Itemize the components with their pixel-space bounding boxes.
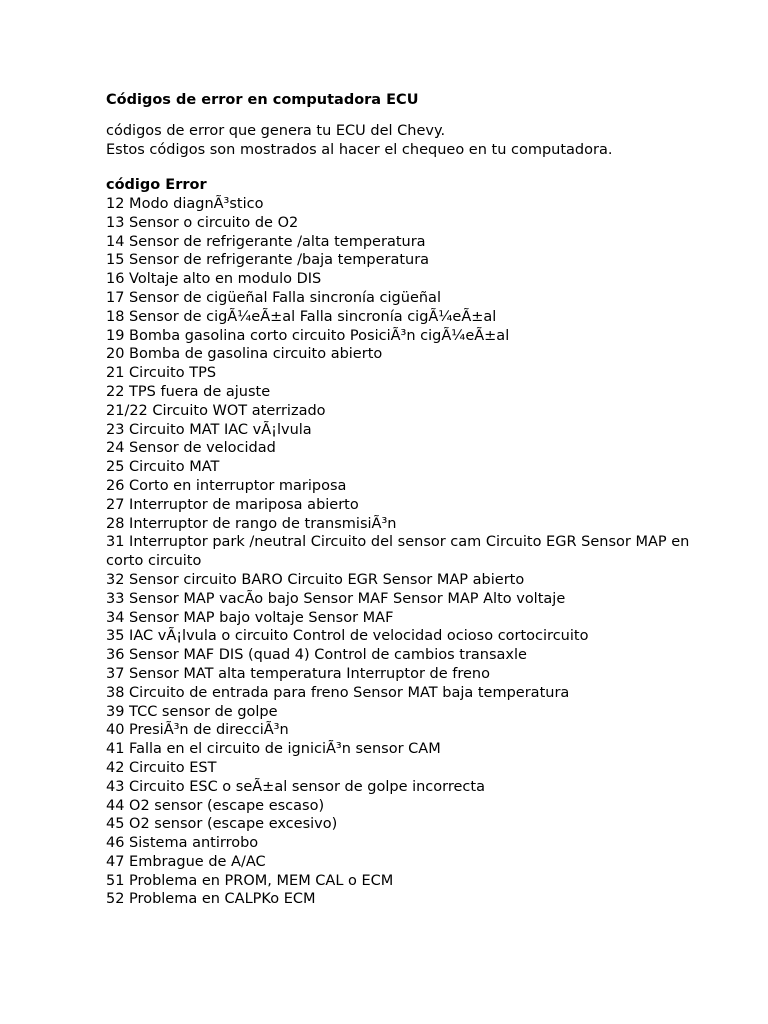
- error-code-item: 43 Circuito ESC o seÃ±al sensor de golpe incorrecta: [106, 778, 485, 795]
- error-code-item: 21 Circuito TPS: [106, 365, 217, 382]
- error-code-item: 20 Bomba de gasolina circuito abierto: [106, 346, 383, 363]
- intro-line: Estos códigos son mostrados al hacer el chequeo en tu computadora.: [106, 142, 613, 158]
- error-code-item: 46 Sistema antirrobo: [106, 835, 259, 852]
- error-code-item: 28 Interruptor de rango de transmisiÃ³n: [106, 515, 397, 532]
- error-code-item: 14 Sensor de refrigerante /alta temperatura: [106, 233, 426, 250]
- document-page: [106, 91, 706, 909]
- error-code-item: 27 Interruptor de mariposa abierto: [106, 496, 359, 513]
- error-code-item: 15 Sensor de refrigerante /baja temperatura: [106, 252, 430, 269]
- error-code-item: 24 Sensor de velocidad: [106, 440, 276, 457]
- error-code-item: 17 Sensor de cigüeñal Falla sincronía cigüeñal: [106, 289, 441, 306]
- error-code-item: 26 Corto en interruptor mariposa: [106, 477, 347, 494]
- error-code-item: 33 Sensor MAP vacÃo bajo Sensor MAF Sensor MAP Alto voltaje: [106, 590, 566, 607]
- error-codes-list: [106, 195, 706, 909]
- error-code-item: 42 Circuito EST: [106, 759, 217, 776]
- error-code-item: 39 TCC sensor de golpe: [106, 703, 278, 720]
- error-code-item: 12 Modo diagnÃ³stico: [106, 196, 264, 212]
- error-code-item: 35 IAC vÃ¡lvula o circuito Control de velocidad ocioso cortocircuito: [106, 628, 589, 645]
- error-code-item: 18 Sensor de cigÃ¼eÃ±al Falla sincronía cigÃ¼eÃ±al: [106, 308, 497, 325]
- error-code-item: 25 Circuito MAT: [106, 459, 220, 476]
- error-code-item: 47 Embrague de A/AC: [106, 853, 266, 870]
- error-code-item: 44 O2 sensor (escape escaso): [106, 797, 325, 814]
- error-code-item: 31 Interruptor park /neutral Circuito del sensor cam Circuito EGR Sensor MAP en corto circuito: [106, 534, 690, 570]
- error-code-item: 40 PresiÃ³n de direcciÃ³n: [106, 722, 289, 739]
- error-code-item: 38 Circuito de entrada para freno Sensor MAT baja temperatura: [106, 684, 570, 701]
- error-code-item: 16 Voltaje alto en modulo DIS: [106, 271, 322, 288]
- error-code-item: 22 TPS fuera de ajuste: [106, 383, 271, 400]
- error-code-item: 45 O2 sensor (escape excesivo): [106, 816, 338, 833]
- error-code-item: 52 Problema en CALPKo ECM: [106, 891, 316, 908]
- error-code-item: 13 Sensor o circuito de O2: [106, 214, 299, 231]
- error-code-item: 23 Circuito MAT IAC vÃ¡lvula: [106, 421, 312, 438]
- error-code-item: 19 Bomba gasolina corto circuito PosiciÃ³n cigÃ¼eÃ±al: [106, 327, 510, 344]
- error-code-item: 36 Sensor MAF DIS (quad 4) Control de cambios transaxle: [106, 647, 527, 664]
- error-code-item: 34 Sensor MAP bajo voltaje Sensor MAF: [106, 609, 394, 626]
- error-code-item: 37 Sensor MAT alta temperatura Interruptor de freno: [106, 665, 490, 682]
- document-title: Códigos de error en computadora ECU: [106, 92, 419, 108]
- error-code-item: 41 Falla en el circuito de igniciÃ³n sensor CAM: [106, 741, 441, 758]
- error-code-item: 51 Problema en PROM, MEM CAL o ECM: [106, 872, 394, 889]
- codes-header: código Error: [106, 177, 207, 193]
- intro-line: códigos de error que genera tu ECU del Chevy.: [106, 123, 446, 139]
- error-code-item: 32 Sensor circuito BARO Circuito EGR Sensor MAP abierto: [106, 571, 525, 588]
- intro-paragraph: [106, 122, 706, 160]
- error-code-item: 21/22 Circuito WOT aterrizado: [106, 402, 326, 419]
